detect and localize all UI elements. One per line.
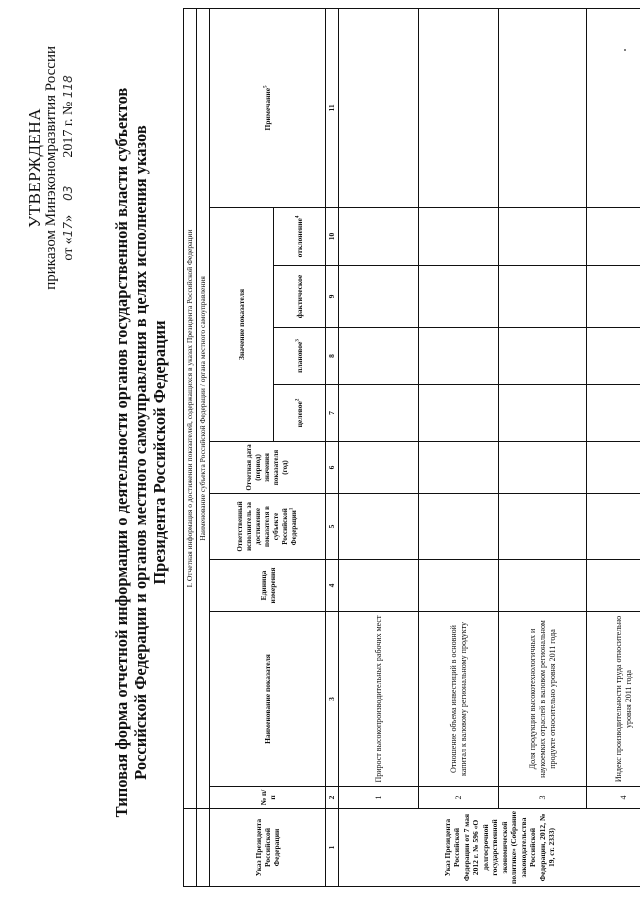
column-number: 1 bbox=[326, 809, 339, 887]
approval-date-line bbox=[60, 46, 77, 290]
document-title bbox=[112, 0, 169, 905]
column-number: 11 bbox=[326, 8, 339, 207]
header-decree: Указ Президента Российской Федерации bbox=[210, 809, 326, 887]
column-number: 4 bbox=[326, 560, 339, 612]
title-line-1: Типовая форма отчетной информации о деятельности органов государственной власти субъектов bbox=[112, 87, 131, 818]
header-note: Примечание$^5$ bbox=[210, 8, 326, 207]
row-num: 3 bbox=[499, 787, 587, 809]
table-row bbox=[339, 8, 419, 886]
approval-number: 118 bbox=[61, 75, 75, 99]
approval-day: 17 bbox=[61, 221, 75, 238]
row-indicator: Индекс производительности труда относительно уровня 2011 года bbox=[587, 612, 640, 787]
row-num: 2 bbox=[419, 787, 499, 809]
scan-speck bbox=[624, 49, 626, 51]
table-row bbox=[499, 8, 587, 886]
header-responsible: Ответственный исполнитель за достижение показателя в субъекте Российской Федерации$^1$ bbox=[210, 494, 326, 560]
column-number: 8 bbox=[326, 328, 339, 385]
decree-cell: Указ Президента Российской Федерации от 7 мая 2012 г. № 596 «О долгосрочной государственной экономической политике» (Собрание законодательства Российской Федерации, 2012, № 19, ст. 2333) bbox=[339, 809, 640, 887]
header-unit: Единица измерения bbox=[210, 560, 326, 612]
report-table bbox=[183, 8, 640, 887]
column-number: 7 bbox=[326, 385, 339, 442]
column-number: 5 bbox=[326, 494, 339, 560]
region-name-header: Наименование субъекта Российской Федерации / органа местного самоуправления bbox=[197, 8, 210, 808]
row-indicator: Доля продукции высокотехнологичных и наукоемких отраслей в валовом региональном продукте относительно уровня 2011 года bbox=[499, 612, 587, 787]
header-date: Отчетная дата (период) значения показателя (год) bbox=[210, 442, 326, 494]
header-num: № п/п bbox=[210, 787, 326, 809]
approval-block bbox=[26, 46, 77, 290]
column-number: 2 bbox=[326, 787, 339, 809]
column-number: 6 bbox=[326, 442, 339, 494]
approval-order: приказом Минэкономразвития России bbox=[43, 46, 59, 290]
row-indicator: Прирост высокопроизводительных рабочих мест bbox=[339, 612, 419, 787]
header-deviation: отклонение$^4$ bbox=[274, 208, 326, 266]
header-indicator: Наименование показателя bbox=[210, 612, 326, 787]
row-num: 4 bbox=[587, 787, 640, 809]
header-value: Значение показателя bbox=[210, 208, 274, 442]
row-num: 1 bbox=[339, 787, 419, 809]
section-title: I. Отчетная информация о достижении показателей, содержащихся в указах Президента Российской Федерации bbox=[184, 8, 197, 808]
title-line-2: Российской Федерации и органов местного самоуправления в целях исполнения указов bbox=[131, 125, 150, 780]
column-number: 9 bbox=[326, 266, 339, 328]
header-actual: фактическое bbox=[274, 266, 326, 328]
row-indicator: Отношение объема инвестиций в основной капитал к валовому региональному продукту bbox=[419, 612, 499, 787]
header-planned: плановое$^3$ bbox=[274, 328, 326, 385]
approval-heading: УТВЕРЖДЕНА bbox=[25, 108, 44, 228]
column-number: 3 bbox=[326, 612, 339, 787]
approval-mid: » bbox=[61, 214, 76, 222]
column-number: 10 bbox=[326, 208, 339, 266]
approval-year: 2017 г. № bbox=[61, 101, 76, 158]
table-row bbox=[587, 8, 640, 886]
approval-prefix: от « bbox=[61, 237, 76, 261]
header-target: целевое$^2$ bbox=[274, 385, 326, 442]
approval-month: 03 bbox=[61, 185, 75, 201]
table-row bbox=[419, 8, 499, 886]
title-line-3: Президента Российской Федерации bbox=[150, 320, 169, 585]
